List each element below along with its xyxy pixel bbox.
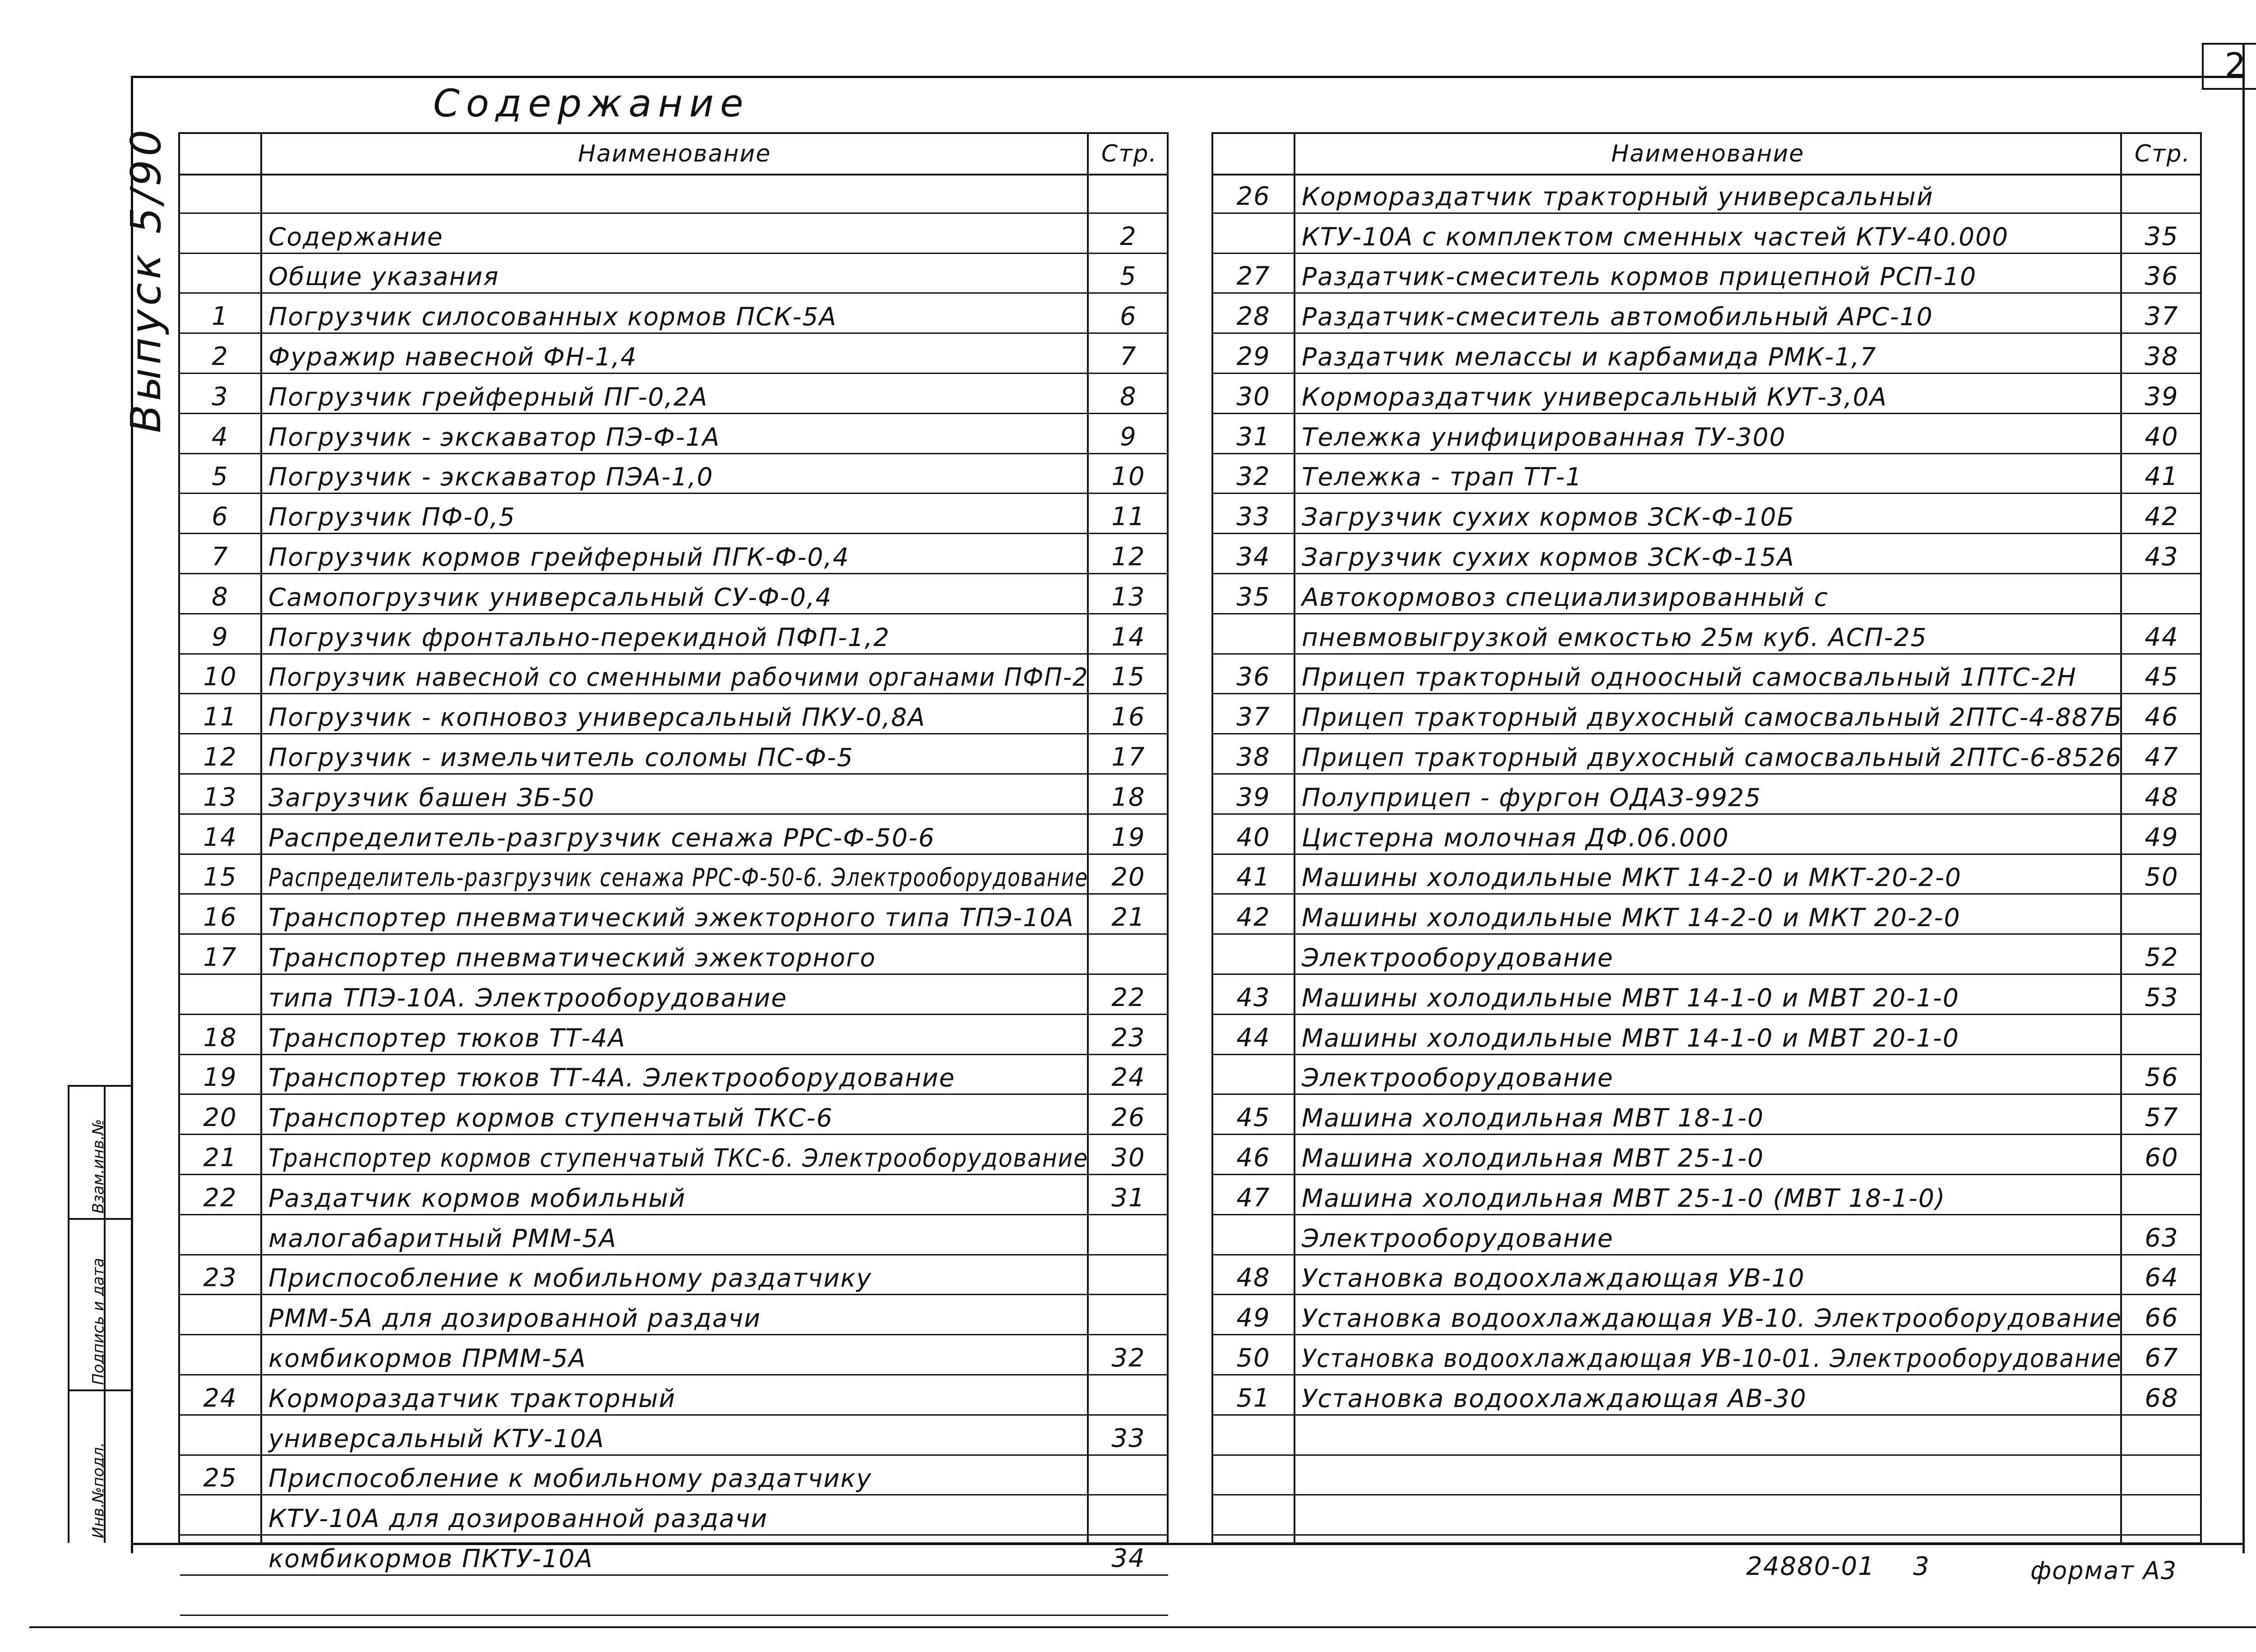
row-rule: [1213, 1534, 1294, 1536]
row-number: 21: [203, 1143, 237, 1172]
row-title: Погрузчик грейферный ПГ-0,2А: [268, 382, 708, 411]
row-page: 20: [1111, 863, 1146, 892]
row-title: Кормораздатчик тракторный: [268, 1384, 676, 1413]
table-row: [1213, 855, 2200, 895]
row-page: 44: [2145, 622, 2179, 652]
row-title: пневмовыгрузкой емкостью 25м куб. АСП-25: [1302, 623, 1928, 652]
row-page: 15: [1111, 662, 1146, 692]
table-row: [180, 975, 1167, 1015]
row-page: 32: [1111, 1343, 1146, 1373]
row-page: 57: [2145, 1103, 2179, 1133]
page-number-box-bottom: [2202, 88, 2256, 90]
row-page: 2: [1120, 221, 1137, 251]
table-row: [1213, 1295, 2200, 1335]
row-number: 50: [1236, 1343, 1271, 1373]
row-number: 39: [1236, 782, 1271, 812]
table-row: [1213, 975, 2200, 1015]
table-row: [180, 1375, 1167, 1416]
row-page: 46: [2145, 702, 2179, 732]
row-number: 27: [1236, 262, 1271, 291]
table-row: [1213, 214, 2200, 254]
table-row: [1213, 534, 2200, 574]
table-row: [1213, 1215, 2200, 1255]
row-number: 24: [203, 1383, 237, 1413]
row-title: Машина холодильная МВТ 25-1-0: [1302, 1143, 1764, 1172]
table-row: [1213, 1375, 2200, 1416]
row-page: 24: [1111, 1063, 1146, 1093]
row-number: 12: [203, 742, 237, 772]
table-row: [1213, 1255, 2200, 1296]
row-title: Машина холодильная МВТ 25-1-0 (МВТ 18-1-0): [1302, 1183, 1946, 1213]
table-row: [1213, 374, 2200, 414]
row-number: 25: [203, 1463, 237, 1493]
row-title: Раздатчик-смеситель кормов прицепной РСП-10: [1302, 262, 1977, 291]
row-title: Самопогрузчик универсальный СУ-Ф-0,4: [268, 582, 832, 612]
table-row: [1213, 294, 2200, 334]
header-page: Стр.: [1101, 140, 1158, 167]
row-number: 48: [1236, 1263, 1271, 1293]
row-page: 7: [1120, 341, 1137, 371]
row-page: 19: [1111, 822, 1146, 852]
header-page: Стр.: [2134, 140, 2191, 167]
row-number: 29: [1236, 341, 1271, 371]
footer-format: формат А3: [2030, 1556, 2177, 1585]
table-row: [1213, 334, 2200, 374]
row-page: 21: [1111, 903, 1146, 932]
row-title: Погрузчик - копновоз универсальный ПКУ-0,8А: [268, 703, 926, 732]
row-number: 22: [203, 1183, 237, 1213]
row-page: 13: [1111, 582, 1146, 612]
row-page: 6: [1120, 302, 1137, 332]
row-number: 37: [1236, 702, 1271, 732]
row-title: Транспортер пневматический эжекторного типа ТПЭ-10А: [268, 903, 1074, 932]
row-title: Загрузчик сухих кормов ЗСК-Ф-10Б: [1302, 503, 1795, 532]
row-number: 9: [212, 622, 229, 652]
row-number: 51: [1236, 1383, 1271, 1413]
table-row: [180, 1416, 1167, 1456]
row-page: 56: [2145, 1063, 2179, 1093]
row-number: 6: [212, 502, 229, 532]
row-number: 14: [203, 822, 237, 852]
row-page: 23: [1111, 1023, 1146, 1052]
row-page: 63: [2145, 1223, 2179, 1253]
row-page: 33: [1111, 1423, 1146, 1453]
row-number: 35: [1236, 582, 1271, 612]
table-row: [180, 1456, 1167, 1496]
row-number: 31: [1236, 422, 1271, 452]
table-row: [1213, 1095, 2200, 1135]
row-page: 37: [2145, 302, 2179, 332]
row-number: 34: [1236, 542, 1271, 572]
stamp-sep-1: [68, 1218, 131, 1220]
table-row: [180, 1255, 1167, 1296]
row-title: Транспортер тюков ТТ-4А: [268, 1023, 626, 1052]
row-title: Полуприцеп - фургон ОДАЗ-9925: [1302, 783, 1761, 812]
table-row: [180, 414, 1167, 454]
row-title: Приспособление к мобильному раздатчику: [268, 1264, 872, 1293]
row-page: 16: [1111, 702, 1146, 732]
row-title: Распределитель-разгрузчик сенажа РРС-Ф-50-6: [268, 823, 935, 852]
row-title: Погрузчик - экскаватор ПЭА-1,0: [268, 462, 714, 492]
row-page: 34: [1111, 1543, 1146, 1573]
footer-sheet-number: 3: [1913, 1552, 1930, 1581]
row-number: 5: [212, 462, 229, 492]
row-page: 26: [1111, 1103, 1146, 1133]
contents-table-left: [178, 132, 1169, 1573]
row-number: 40: [1236, 822, 1271, 852]
table-row: [180, 294, 1167, 334]
row-title: Кормораздатчик тракторный универсальный: [1302, 182, 1934, 211]
row-page: 39: [2145, 382, 2179, 411]
row-number: 49: [1236, 1303, 1271, 1333]
table-row: [180, 694, 1167, 734]
row-title: Погрузчик - экскаватор ПЭ-Ф-1А: [268, 422, 721, 452]
row-number: 3: [212, 382, 229, 411]
table-row: [1213, 895, 2200, 935]
row-title: Общие указания: [268, 262, 499, 291]
row-number: 44: [1236, 1023, 1271, 1052]
row-page: 53: [2145, 983, 2179, 1012]
table-row: [180, 1055, 1167, 1095]
row-number: 18: [203, 1023, 237, 1052]
row-title: Загрузчик сухих кормов ЗСК-Ф-15А: [1302, 542, 1795, 572]
row-title: Погрузчик силосованных кормов ПСК-5А: [268, 302, 837, 332]
table-row: [180, 454, 1167, 494]
row-title: Распределитель-разгрузчик сенажа РРС-Ф-50-6. Электрооборудование: [268, 863, 1088, 892]
page-number-box-line: [2202, 43, 2204, 88]
table-row: [1213, 1335, 2200, 1375]
row-title: Транспортер пневматический эжекторного: [268, 943, 876, 972]
row-page: 8: [1120, 382, 1137, 411]
row-title: Электрооборудование: [1302, 1223, 1614, 1253]
table-row: [1213, 935, 2200, 975]
row-number: 11: [203, 702, 237, 732]
row-page: 22: [1111, 983, 1146, 1012]
row-number: 33: [1236, 502, 1271, 532]
table-row: [180, 174, 1167, 214]
row-number: 45: [1236, 1103, 1271, 1133]
row-title: Машины холодильные МКТ 14-2-0 и МКТ-20-2-0: [1302, 863, 1962, 892]
row-rule: [180, 1615, 261, 1616]
row-title: Кормораздатчик универсальный КУТ-3,0А: [1302, 382, 1887, 411]
header-name: Наименование: [1611, 140, 1805, 167]
row-title: Содержание: [268, 222, 444, 251]
row-number: 7: [212, 542, 229, 572]
row-number: 17: [203, 942, 237, 972]
row-page: 9: [1120, 422, 1137, 452]
row-number: 20: [203, 1103, 237, 1133]
table-row: [180, 1576, 1167, 1616]
row-page: 31: [1111, 1183, 1146, 1213]
row-page: 68: [2145, 1383, 2179, 1413]
row-title: Раздатчик-смеситель автомобильный АРС-10: [1302, 302, 1933, 332]
row-page: 48: [2145, 782, 2179, 812]
table-row: [180, 895, 1167, 935]
row-title: Погрузчик ПФ-0,5: [268, 503, 516, 532]
table-row: [180, 1295, 1167, 1335]
stamp-label-signature: Подпись и дата: [89, 1258, 107, 1385]
table-row: [1213, 1055, 2200, 1095]
row-page: 38: [2145, 341, 2179, 371]
table-row: [1213, 775, 2200, 815]
row-rule: [261, 1615, 1087, 1616]
stamp-label-inventory: Инв.№подл.: [89, 1442, 107, 1538]
table-row: [180, 1135, 1167, 1175]
row-page: 10: [1111, 462, 1146, 492]
row-page: 67: [2145, 1343, 2179, 1373]
row-title: Цистерна молочная ДФ.06.000: [1302, 823, 1729, 852]
row-number: 10: [203, 662, 237, 692]
table-row: [180, 655, 1167, 695]
table-row: [180, 1015, 1167, 1055]
row-page: 30: [1111, 1143, 1146, 1172]
row-page: 64: [2145, 1263, 2179, 1293]
row-title: Электрооборудование: [1302, 1063, 1614, 1093]
row-page: 52: [2145, 942, 2179, 972]
table-row: [180, 734, 1167, 775]
row-page: 14: [1111, 622, 1146, 652]
row-page: 45: [2145, 662, 2179, 692]
row-number: 16: [203, 903, 237, 932]
row-title: Тележка унифицированная ТУ-300: [1302, 422, 1786, 452]
footer-document-code: 24880-01: [1746, 1552, 1875, 1581]
row-title: Приспособление к мобильному раздатчику: [268, 1464, 872, 1493]
row-title: РММ-5А для дозированной раздачи: [268, 1304, 761, 1333]
table-row: [180, 1495, 1167, 1536]
row-title: универсальный КТУ-10А: [268, 1424, 605, 1453]
table-row: [1213, 174, 2200, 214]
table-row: [180, 614, 1167, 655]
row-page: 42: [2145, 502, 2179, 532]
table-row: [1213, 694, 2200, 734]
outer-bottom-line: [29, 1626, 2256, 1628]
stamp-label-replacement: Взам.инв.№: [89, 1119, 107, 1214]
page-number: 2: [2224, 46, 2247, 85]
row-title: Прицеп тракторный двухосный самосвальный 2ПТС-6-8526: [1302, 743, 2122, 772]
row-title: малогабаритный РММ-5А: [268, 1223, 617, 1253]
row-title: Установка водоохлаждающая УВ-10-01. Электрооборудование: [1302, 1343, 2122, 1373]
row-page: 17: [1111, 742, 1146, 772]
table-row: [1213, 1456, 2200, 1496]
row-number: 41: [1236, 863, 1271, 892]
row-number: 42: [1236, 903, 1271, 932]
row-page: 66: [2145, 1303, 2179, 1333]
table-row: [180, 1536, 1167, 1576]
row-title: Прицеп тракторный одноосный самосвальный 1ПТС-2Н: [1302, 663, 2077, 692]
row-title: Машины холодильные МВТ 14-1-0 и МВТ 20-1-0: [1302, 1023, 1960, 1052]
row-number: 15: [203, 863, 237, 892]
row-title: Раздатчик кормов мобильный: [268, 1183, 686, 1213]
row-title: Установка водоохлаждающая УВ-10. Электрооборудование: [1302, 1304, 2122, 1333]
row-number: 43: [1236, 983, 1271, 1012]
row-title: Машины холодильные МВТ 14-1-0 и МВТ 20-1-0: [1302, 983, 1960, 1012]
row-title: Машины холодильные МКТ 14-2-0 и МКТ 20-2-0: [1302, 903, 1961, 932]
row-title: КТУ-10А с комплектом сменных частей КТУ-40.000: [1302, 222, 2009, 251]
row-title: Прицеп тракторный двухосный самосвальный 2ПТС-4-887Б: [1302, 703, 2123, 732]
row-number: 23: [203, 1263, 237, 1293]
row-number: 2: [212, 341, 229, 371]
row-title: Транспортер кормов ступенчатый ТКС-6. Электрооборудование: [268, 1143, 1089, 1172]
row-title: Транспортер тюков ТТ-4А. Электрооборудование: [268, 1063, 956, 1093]
row-title: Раздатчик мелассы и карбамида РМК-1,7: [1302, 342, 1877, 371]
row-title: Машина холодильная МВТ 18-1-0: [1302, 1103, 1764, 1133]
row-number: 30: [1236, 382, 1271, 411]
stamp-strip-top: [68, 1085, 131, 1087]
row-title: Погрузчик кормов грейферный ПГК-Ф-0,4: [268, 542, 850, 572]
table-row: [1213, 815, 2200, 855]
table-row: [1213, 1135, 2200, 1175]
table-row: [180, 1335, 1167, 1375]
row-number: 1: [212, 302, 229, 332]
table-row: [180, 935, 1167, 975]
stamp-sep-2: [68, 1389, 131, 1391]
row-page: 5: [1120, 262, 1137, 291]
row-title: Электрооборудование: [1302, 943, 1614, 972]
row-title: Установка водоохлаждающая УВ-10: [1302, 1264, 1805, 1293]
row-number: 26: [1236, 181, 1271, 211]
row-page: 35: [2145, 221, 2179, 251]
row-number: 19: [203, 1063, 237, 1093]
row-rule: [1294, 1534, 2120, 1536]
table-row: [1213, 614, 2200, 655]
table-row: [1213, 414, 2200, 454]
row-number: 13: [203, 782, 237, 812]
table-row: [1213, 655, 2200, 695]
table-row: [180, 214, 1167, 254]
row-page: 43: [2145, 542, 2179, 572]
row-title: Погрузчик фронтально-перекидной ПФП-1,2: [268, 623, 890, 652]
row-title: Фуражир навесной ФН-1,4: [268, 342, 638, 371]
row-title: Погрузчик навесной со сменными рабочими органами ПФП-2: [268, 663, 1089, 692]
row-page: 47: [2145, 742, 2179, 772]
table-row: [1213, 1175, 2200, 1215]
table-row: [180, 254, 1167, 294]
row-page: 12: [1111, 542, 1146, 572]
table-row: [180, 1215, 1167, 1255]
row-page: 60: [2145, 1143, 2179, 1172]
row-page: 50: [2145, 863, 2179, 892]
row-title: Загрузчик башен ЗБ-50: [268, 783, 595, 812]
table-row: [1213, 734, 2200, 775]
issue-label: Выпуск 5/90: [122, 126, 170, 433]
table-row: [1213, 494, 2200, 534]
row-title: Установка водоохлаждающая АВ-30: [1302, 1384, 1807, 1413]
table-row: [180, 334, 1167, 374]
frame-right-line: [2242, 43, 2245, 1553]
frame-top-line: [131, 76, 2245, 78]
table-row: [1213, 1416, 2200, 1456]
table-row: [180, 775, 1167, 815]
row-page: 18: [1111, 782, 1146, 812]
row-page: 40: [2145, 422, 2179, 452]
contents-table-right: [1211, 132, 2202, 1544]
row-number: 8: [212, 582, 229, 612]
row-title: Погрузчик - измельчитель соломы ПС-Ф-5: [268, 743, 854, 772]
table-row: [180, 494, 1167, 534]
row-page: 11: [1111, 502, 1146, 532]
row-number: 46: [1236, 1143, 1271, 1172]
table-row: [1213, 1015, 2200, 1055]
row-rule: [2120, 1534, 2201, 1536]
table-row: [1213, 574, 2200, 614]
row-title: Транспортер кормов ступенчатый ТКС-6: [268, 1103, 833, 1133]
table-row: [180, 815, 1167, 855]
document-title: Содержание: [433, 81, 750, 125]
table-row: [180, 1175, 1167, 1215]
table-row: [1213, 254, 2200, 294]
row-number: 32: [1236, 462, 1271, 492]
row-number: 38: [1236, 742, 1271, 772]
row-page: 41: [2145, 462, 2179, 492]
row-title: КТУ-10А для дозированной раздачи: [268, 1504, 768, 1533]
table-row: [180, 374, 1167, 414]
row-number: 36: [1236, 662, 1271, 692]
row-number: 4: [212, 422, 229, 452]
row-number: 28: [1236, 302, 1271, 332]
table-row: [1213, 1495, 2200, 1536]
table-row: [180, 534, 1167, 574]
stamp-strip-left: [68, 1085, 69, 1543]
table-row: [180, 855, 1167, 895]
table-row: [1213, 454, 2200, 494]
table-row: [180, 1095, 1167, 1135]
row-title: комбикормов ПКТУ-10А: [268, 1544, 593, 1573]
row-title: Автокормовоз специализированный с: [1302, 582, 1829, 612]
row-page: 49: [2145, 822, 2179, 852]
row-number: 47: [1236, 1183, 1271, 1213]
row-title: Тележка - трап ТТ-1: [1302, 462, 1582, 492]
header-name: Наименование: [578, 140, 772, 167]
table-row: [180, 574, 1167, 614]
row-page: 36: [2145, 262, 2179, 291]
row-rule: [1087, 1615, 1168, 1616]
row-title: типа ТПЭ-10А. Электрооборудование: [268, 983, 787, 1012]
row-title: комбикормов ПРММ-5А: [268, 1343, 587, 1373]
